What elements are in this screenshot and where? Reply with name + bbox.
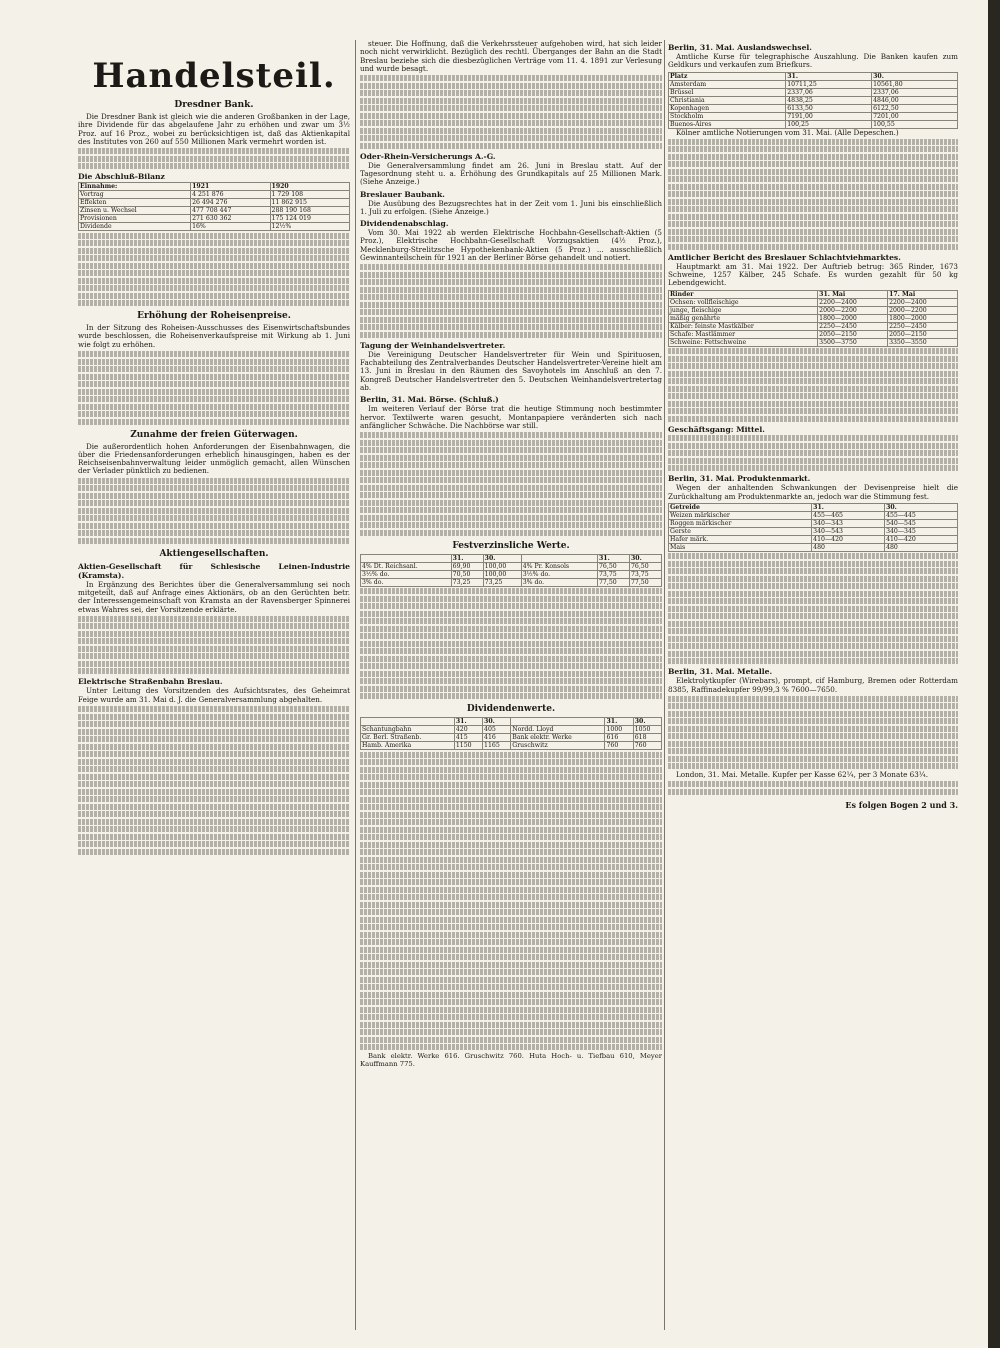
table-row: Effekten 26 494 276 11 862 915 <box>79 199 350 207</box>
section-title: Dresdner Bank. <box>174 100 254 110</box>
article-subtitle: Elektrische Straßenbahn Breslau. <box>78 677 223 687</box>
article-text: steuer. Die Hoffnung, daß die Verkehrssteuer aufgehoben wird, hat sich leider noch nicht verwirklicht. Bezüglich des rechtl. Überganges der Bahn an die Stadt Breslau beziehe sich die diesbezüglichen Verträge vom 11. 4. 1891 zur Verlesung und wurde besagt. <box>360 40 662 73</box>
table-row: Amsterdam 10711,25 10561,80 <box>669 80 958 88</box>
article-subtitle: Tagung der Weinhandelsvertreter. <box>360 340 506 350</box>
article-text: Die Generalversammlung findet am 26. Juni in Breslau statt. Auf der Tagesordnung steht u. a. Erhöhung des Grundkapitals auf 25 Millionen Mark. (Siehe Anzeige.) <box>360 160 662 187</box>
article-text: Kölner amtliche Notierungen vom 31. Mai. (Alle Depeschen.) <box>676 127 899 137</box>
article-subtitle: Breslauer Baubank. <box>360 189 445 199</box>
table-header-row: Einnahme: 1921 1920 <box>79 183 350 191</box>
fixed-income-table <box>360 554 662 587</box>
table-title: Dividendenwerte. <box>466 704 556 715</box>
column-1 <box>78 40 350 1310</box>
table-row: Kopenhagen 6133,50 6122,50 <box>669 104 958 112</box>
table-header-row: Rinder 31. Mai 17. Mai <box>669 290 958 298</box>
table-row: Provisionen 271 630 362 175 124 019 <box>79 215 350 223</box>
table-row: 3% do. 73,25 73,25 3% do. 77,50 77,50 <box>361 578 662 586</box>
dividend-table <box>360 717 662 750</box>
article-subtitle: Amtlicher Bericht des Breslauer Schlachtviehmarktes. <box>668 252 901 262</box>
article-text: Die Vereinigung Deutscher Handelsvertreter für Wein und Spirituosen, Fachabteilung des Zentralverbandes Deutscher Handelsvertreter-Vereine hielt am 13. Juni in Breslau in den Räumen des Savoyhotels im Anschluß an den 7. Kongreß Deutscher Handelsvertreter den 5. Deutschen Weinhandelsvertretertag ab. <box>360 349 662 393</box>
article-text: London, 31. Mai. Metalle. Kupfer per Kasse 62¼, per 3 Monate 63¼. <box>676 769 929 779</box>
table-row: Zinsen u. Wechsel 477 708 447 288 190 168 <box>79 207 350 215</box>
table-row: Schantungbahn 420 405 Nordd. Lloyd 1000 1050 <box>361 726 662 734</box>
table-row: Gerste 340—543 340—345 <box>669 527 958 535</box>
article-subtitle: Geschäftsgang: Mittel. <box>668 424 765 434</box>
table-row: junge, fleischige 2000—2200 2000—2200 <box>669 306 958 314</box>
livestock-table <box>668 290 958 347</box>
article-subtitle: Aktien-Gesellschaft für Schlesische Leinen-Industrie (Kramsta). <box>78 561 350 580</box>
table-row: Hafer märk. 410—420 410—420 <box>669 535 958 543</box>
table-row: Brüssel 2337,06 2337,06 <box>669 88 958 96</box>
table-row: Dividende 16% 12½% <box>79 223 350 231</box>
article-text: Im weiteren Verlauf der Börse trat die heutige Stimmung noch bestimmter hervor. Textilwerte waren gesucht, Montanpapiere veränderten sich nach anfänglicher Schwäche. Die Nachbörse war still. <box>360 404 662 430</box>
article-text: Die Dresdner Bank ist gleich wie die anderen Großbanken in der Lage, ihre Dividende für das abgelaufene Jahr zu erhöhen und zwar um 3½ Proz. auf 16 Proz., wobei zu berücksichtigen ist, daß das Aktienkapital des Institutes von 260 auf 550 Millionen Mark vermehrt worden ist. <box>78 112 350 146</box>
column-rule <box>355 40 356 1330</box>
grain-table <box>668 503 958 552</box>
column-2 <box>360 40 662 1310</box>
table-row: Stockholm 7191,00 7201,00 <box>669 112 958 120</box>
table-title: Die Abschluß-Bilanz <box>78 172 165 182</box>
table-row: Hamb. Amerika 1150 1165 Gruschwitz 760 760 <box>361 742 662 750</box>
article-text: Bank elektr. Werke 616. Gruschwitz 760. Huta Hoch- u. Tiefbau 610, Meyer Kauffmann 775. <box>360 1051 662 1069</box>
table-header-row: 31. 30. 31. 30. <box>361 718 662 726</box>
table-row: Weizen märkischer 455—465 455—445 <box>669 511 958 519</box>
article-text: In Ergänzung des Berichtes über die Generalversammlung sei noch mitgeteilt, daß auf Anfrage eines Aktionärs, ob an den Gerüchten betr. der Interessengemeinschaft von Kramsta an der Ravensberger Spinnerei etwas Wahres sei, der Vorsitzende erklärte. <box>78 579 350 614</box>
table-row: Schweine: Fettschweine 3500—3750 3350—3550 <box>669 338 958 346</box>
article-subtitle: Berlin, 31. Mai. Produktenmarkt. <box>668 474 811 484</box>
page-footer: Es folgen Bogen 2 und 3. <box>845 799 958 810</box>
article-text: Wegen der anhaltenden Schwankungen der Devisenpreise hielt die Zurückhaltung am Produktenmarkte an, jedoch war die Stimmung fest. <box>668 483 958 501</box>
article-text: Unter Leitung des Vorsitzenden des Aufsichtsrates, des Geheimrat Feige wurde am 31. Mai d. J. die Generalversammlung abgehalten. <box>78 686 350 704</box>
table-header-row: Getreide 31. 30. <box>669 503 958 511</box>
bilanz-table <box>78 182 350 231</box>
table-row: Kälber: feinste Mastkälber 2250—2450 2250—2450 <box>669 322 958 330</box>
page-edge <box>988 0 1000 1348</box>
table-row: Vortrag 4 251 876 1 729 108 <box>79 191 350 199</box>
article-subtitle: Oder-Rhein-Versicherungs A.-G. <box>360 151 496 161</box>
exchange-table <box>668 72 958 129</box>
table-row: 4% Dt. Reichsanl. 69,90 100,00 4% Pr. Konsols 76,50 76,50 <box>361 562 662 570</box>
column-rule <box>664 40 665 1330</box>
article-text: Die außerordentlich hohen Anforderungen der Eisenbahnwagen, die über die Friedensanforderungen erheblich hinausgingen, haben es der Reichseisenbahnverwaltung leider unmöglich gemacht, allen Wünschen der Verlader pünktlich zu bedienen. <box>78 441 350 476</box>
table-row: Buenos-Aires 100,25 100,55 <box>669 120 958 128</box>
article-text: Amtliche Kurse für telegraphische Auszahlung. Die Banken kaufen zum Geldkurs und verkaufen zum Briefkurs. <box>668 52 958 70</box>
masthead: Handelsteil. <box>92 56 336 96</box>
article-text: Hauptmarkt am 31. Mai 1922. Der Auftrieb betrug: 365 Rinder, 1673 Schweine, 1257 Kälber, 245 Schafe. Es wurden gezahlt für 50 kg Lebendgewicht. <box>668 261 958 288</box>
article-subtitle: Berlin, 31. Mai. Metalle. <box>668 667 773 677</box>
table-row: Roggen märkischer 340—343 540—545 <box>669 519 958 527</box>
article-title: Erhöhung der Roheisenpreise. <box>137 311 291 322</box>
table-header-row: Platz 31. 30. <box>669 72 958 80</box>
table-row: Schafe: Mastlämmer 2050—2150 2050—2150 <box>669 330 958 338</box>
article-text: Vom 30. Mai 1922 ab werden Elektrische Hochbahn-Gesellschaft-Aktien (5 Proz.), Elektrische Hochbahn-Gesellschaft Vorzugsaktien (4½ Proz.), Mecklenburg-Strelitzsche Hypothekenbank-Aktien (5 Proz.) ... ausschließlich Gewinnanteilschein für 1921 an der Berliner Börse gehandelt und notiert. <box>360 228 662 263</box>
article-subtitle: Berlin, 31. Mai. Auslandswechsel. <box>668 43 812 52</box>
article-text: Die Ausübung des Bezugsrechtes hat in der Zeit vom 1. Juni bis einschließlich 1. Juli zu erfolgen. (Siehe Anzeige.) <box>360 198 662 216</box>
table-row: Gr. Berl. Straßenb. 415 416 Bank elektr. Werke 616 618 <box>361 734 662 742</box>
table-header-row: 31. 30. 31. 30. <box>361 554 662 562</box>
article-text: In der Sitzung des Roheisen-Ausschusses des Eisenwirtschaftsbundes wurde beschlossen, die Roheisenverkaufspreise mit Wirkung ab 1. Juni wie folgt zu erhöhen. <box>78 323 350 349</box>
column-3 <box>668 40 958 1310</box>
table-row: Ochsen: vollfleischige 2200—2400 2200—2400 <box>669 298 958 306</box>
article-title: Zunahme der freien Güterwagen. <box>130 429 298 440</box>
article-subtitle: Dividendenabschlag. <box>360 219 449 229</box>
table-title: Festverzinsliche Werte. <box>452 540 570 551</box>
article-text: Elektrolytkupfer (Wirebars), prompt, cif Hamburg, Bremen oder Rotterdam 8385, Raffinadekupfer 99/99,3 % 7600—7650. <box>668 676 958 694</box>
article-title: Aktiengesellschaften. <box>159 548 269 559</box>
table-row: Mais 480 480 <box>669 543 958 551</box>
table-row: Christiania 4838,25 4846,00 <box>669 96 958 104</box>
table-row: 3½% do. 70,50 100,00 3½% do. 73,75 73,75 <box>361 570 662 578</box>
article-subtitle: Berlin, 31. Mai. Börse. (Schluß.) <box>360 395 499 405</box>
table-row: mäßig genährte 1800—2000 1800—2000 <box>669 314 958 322</box>
